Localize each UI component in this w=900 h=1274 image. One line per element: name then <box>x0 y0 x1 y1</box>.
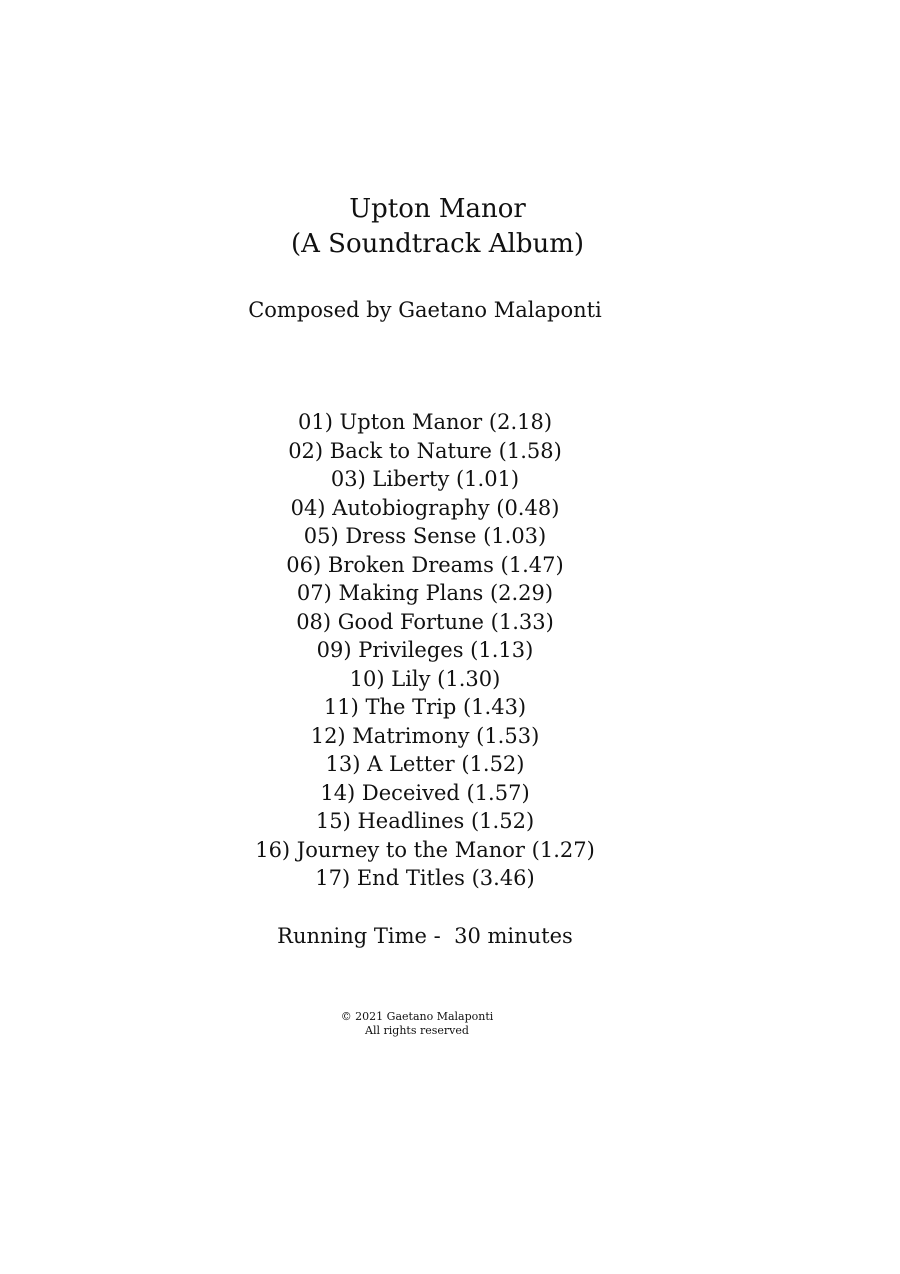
track-item: 08) Good Fortune (1.33) <box>296 609 554 634</box>
track-item: 06) Broken Dreams (1.47) <box>286 552 564 577</box>
album-subtitle: (A Soundtrack Album) <box>290 229 585 259</box>
rights-line: All rights reserved <box>365 1024 469 1037</box>
track-item: 03) Liberty (1.01) <box>330 467 520 491</box>
track-item: 04) Autobiography (0.48) <box>290 495 560 520</box>
track-item: 07) Making Plans (2.29) <box>296 581 554 605</box>
copyright-line: © 2021 Gaetano Malaponti <box>340 1010 494 1023</box>
track-item: 13) A Letter (1.52) <box>325 752 525 776</box>
title-block <box>0 192 900 262</box>
track-item: 17) End Titles (3.46) <box>315 866 535 890</box>
track-item: 01) Upton Manor (2.18) <box>297 410 553 434</box>
track-item: 05) Dress Sense (1.03) <box>303 524 547 548</box>
track-item: 15) Headlines (1.52) <box>315 809 535 833</box>
track-item: 10) Lily (1.30) <box>349 666 501 691</box>
copyright-notice <box>0 1010 867 1038</box>
track-list <box>0 408 875 893</box>
track-item: 09) Privileges (1.13) <box>316 638 534 662</box>
composer-credit: Composed by Gaetano Malaponti <box>248 298 602 322</box>
track-item: 16) Journey to the Manor (1.27) <box>255 837 595 862</box>
track-item: 11) The Trip (1.43) <box>323 695 527 719</box>
running-time: Running Time - 30 minutes <box>277 924 573 948</box>
album-title: Upton Manor <box>349 194 526 224</box>
track-item: 12) Matrimony (1.53) <box>310 723 540 748</box>
track-item: 02) Back to Nature (1.58) <box>288 438 562 463</box>
track-item: 14) Deceived (1.57) <box>320 780 530 805</box>
